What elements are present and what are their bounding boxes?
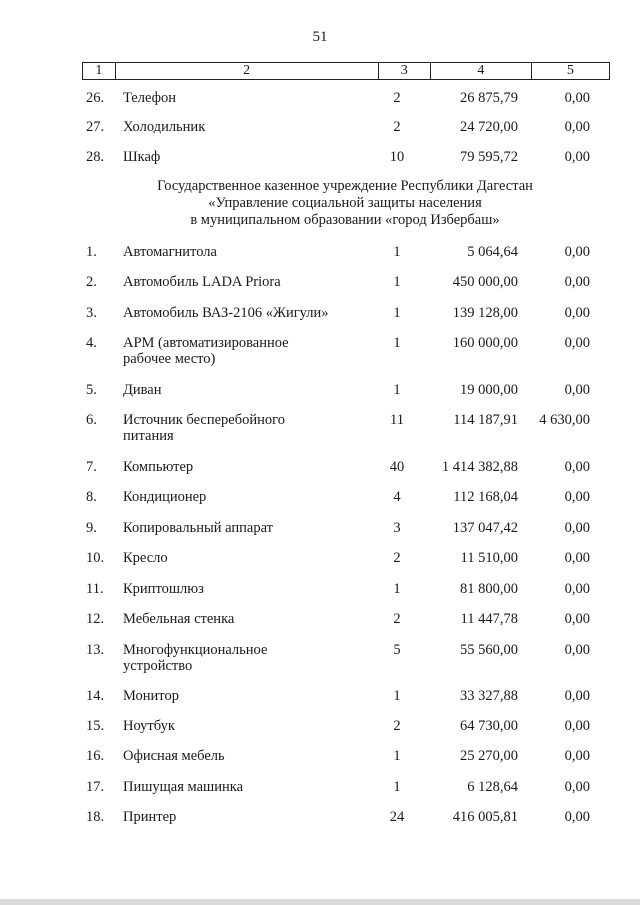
item-col5: 0,00 [564, 779, 590, 795]
item-col5: 0,00 [564, 581, 590, 597]
item-sum: 160 000,00 [452, 335, 518, 351]
column-header-2: 2 [115, 63, 378, 80]
item-quantity: 1 [393, 382, 401, 398]
row-number: 6. [86, 412, 97, 428]
item-quantity: 1 [393, 244, 401, 260]
row-number: 7. [86, 459, 97, 475]
row-number: 14. [86, 688, 105, 704]
item-sum: 33 327,88 [460, 688, 518, 704]
item-col5: 4 630,00 [539, 412, 590, 428]
item-sum: 137 047,42 [452, 520, 518, 536]
column-header-5: 5 [531, 63, 609, 80]
row-number: 8. [86, 489, 97, 505]
item-quantity: 1 [393, 274, 401, 290]
item-col5: 0,00 [564, 459, 590, 475]
item-sum: 81 800,00 [460, 581, 518, 597]
item-col5: 0,00 [564, 335, 590, 351]
item-col5: 0,00 [564, 244, 590, 260]
item-col5: 0,00 [564, 748, 590, 764]
item-col5: 0,00 [564, 382, 590, 398]
item-col5: 0,00 [564, 520, 590, 536]
item-col5: 0,00 [564, 642, 590, 658]
item-quantity: 1 [393, 688, 401, 704]
column-header-1: 1 [83, 63, 116, 80]
item-name: Пишущая машинка [123, 779, 244, 795]
item-sum: 6 128,64 [467, 779, 518, 795]
item-sum: 79 595,72 [460, 149, 518, 165]
item-col5: 0,00 [564, 489, 590, 505]
item-name: Автомобиль LADA Priora [123, 274, 281, 290]
row-number: 2. [86, 274, 97, 290]
item-quantity: 1 [393, 305, 401, 321]
item-name: Источник бесперебойного питания [123, 412, 285, 444]
row-number: 13. [86, 642, 105, 658]
item-sum: 24 720,00 [460, 119, 518, 135]
item-col5: 0,00 [564, 718, 590, 734]
heading-line-3: в муниципальном образовании «город Избербаш» [190, 212, 500, 228]
item-sum: 25 270,00 [460, 748, 518, 764]
row-number: 18. [86, 809, 105, 825]
row-number: 12. [86, 611, 105, 627]
item-name: Многофункциональное устройство [123, 642, 268, 674]
item-name: Кондиционер [123, 489, 207, 505]
item-quantity: 2 [393, 611, 401, 627]
item-name: Монитор [123, 688, 179, 704]
item-quantity: 4 [393, 489, 401, 505]
item-col5: 0,00 [564, 119, 590, 135]
section-heading [0, 178, 640, 229]
item-col5: 0,00 [564, 149, 590, 165]
item-sum: 416 005,81 [452, 809, 518, 825]
item-name: Телефон [123, 90, 176, 106]
item-name: Копировальный аппарат [123, 520, 274, 536]
item-name: Компьютер [123, 459, 194, 475]
item-name: Шкаф [123, 149, 161, 165]
item-quantity: 40 [389, 459, 405, 475]
item-quantity: 2 [393, 718, 401, 734]
item-quantity: 2 [393, 90, 401, 106]
item-name: АРМ (автоматизированное рабочее место) [123, 335, 289, 367]
column-header-3: 3 [378, 63, 430, 80]
item-name: Кресло [123, 550, 168, 566]
row-number: 16. [86, 748, 105, 764]
item-name: Автомобиль ВАЗ-2106 «Жигули» [123, 305, 329, 321]
row-number: 10. [86, 550, 105, 566]
row-number: 15. [86, 718, 105, 734]
item-quantity: 24 [389, 809, 405, 825]
item-sum: 26 875,79 [460, 90, 518, 106]
heading-line-2: «Управление социальной защиты населения [208, 195, 482, 211]
item-name: Офисная мебель [123, 748, 225, 764]
item-sum: 450 000,00 [452, 274, 518, 290]
item-col5: 0,00 [564, 809, 590, 825]
row-number: 5. [86, 382, 97, 398]
row-number: 26. [86, 90, 105, 106]
item-name: Ноутбук [123, 718, 175, 734]
page-number: 51 [312, 29, 328, 45]
item-col5: 0,00 [564, 90, 590, 106]
row-number: 4. [86, 335, 97, 351]
item-name: Криптошлюз [123, 581, 204, 597]
row-number: 27. [86, 119, 105, 135]
item-sum: 5 064,64 [467, 244, 518, 260]
item-col5: 0,00 [564, 550, 590, 566]
item-quantity: 5 [393, 642, 401, 658]
row-number: 1. [86, 244, 97, 260]
item-sum: 139 128,00 [452, 305, 518, 321]
row-number: 28. [86, 149, 105, 165]
heading-line-1: Государственное казенное учреждение Республики Дагестан [157, 178, 533, 194]
row-number: 17. [86, 779, 105, 795]
item-sum: 11 447,78 [460, 611, 518, 627]
item-col5: 0,00 [564, 274, 590, 290]
item-quantity: 1 [393, 581, 401, 597]
item-quantity: 1 [393, 779, 401, 795]
item-quantity: 3 [393, 520, 401, 536]
item-quantity: 1 [393, 335, 401, 351]
item-sum: 11 510,00 [460, 550, 518, 566]
item-col5: 0,00 [564, 611, 590, 627]
scan-edge [0, 899, 640, 905]
item-sum: 64 730,00 [460, 718, 518, 734]
item-col5: 0,00 [564, 305, 590, 321]
item-sum: 55 560,00 [460, 642, 518, 658]
item-quantity: 1 [393, 748, 401, 764]
column-header-4: 4 [430, 63, 531, 80]
item-quantity: 2 [393, 119, 401, 135]
item-sum: 114 187,91 [453, 412, 518, 428]
item-name: Холодильник [123, 119, 206, 135]
item-quantity: 11 [390, 412, 404, 428]
item-name: Диван [123, 382, 162, 398]
row-number: 11. [86, 581, 104, 597]
item-quantity: 2 [393, 550, 401, 566]
item-name: Принтер [123, 809, 177, 825]
column-header-table [82, 62, 610, 80]
item-sum: 112 168,04 [453, 489, 518, 505]
item-quantity: 10 [389, 149, 405, 165]
item-name: Автомагнитола [123, 244, 217, 260]
item-sum: 19 000,00 [460, 382, 518, 398]
item-name: Мебельная стенка [123, 611, 235, 627]
row-number: 3. [86, 305, 97, 321]
row-number: 9. [86, 520, 97, 536]
item-col5: 0,00 [564, 688, 590, 704]
item-sum: 1 414 382,88 [441, 459, 518, 475]
